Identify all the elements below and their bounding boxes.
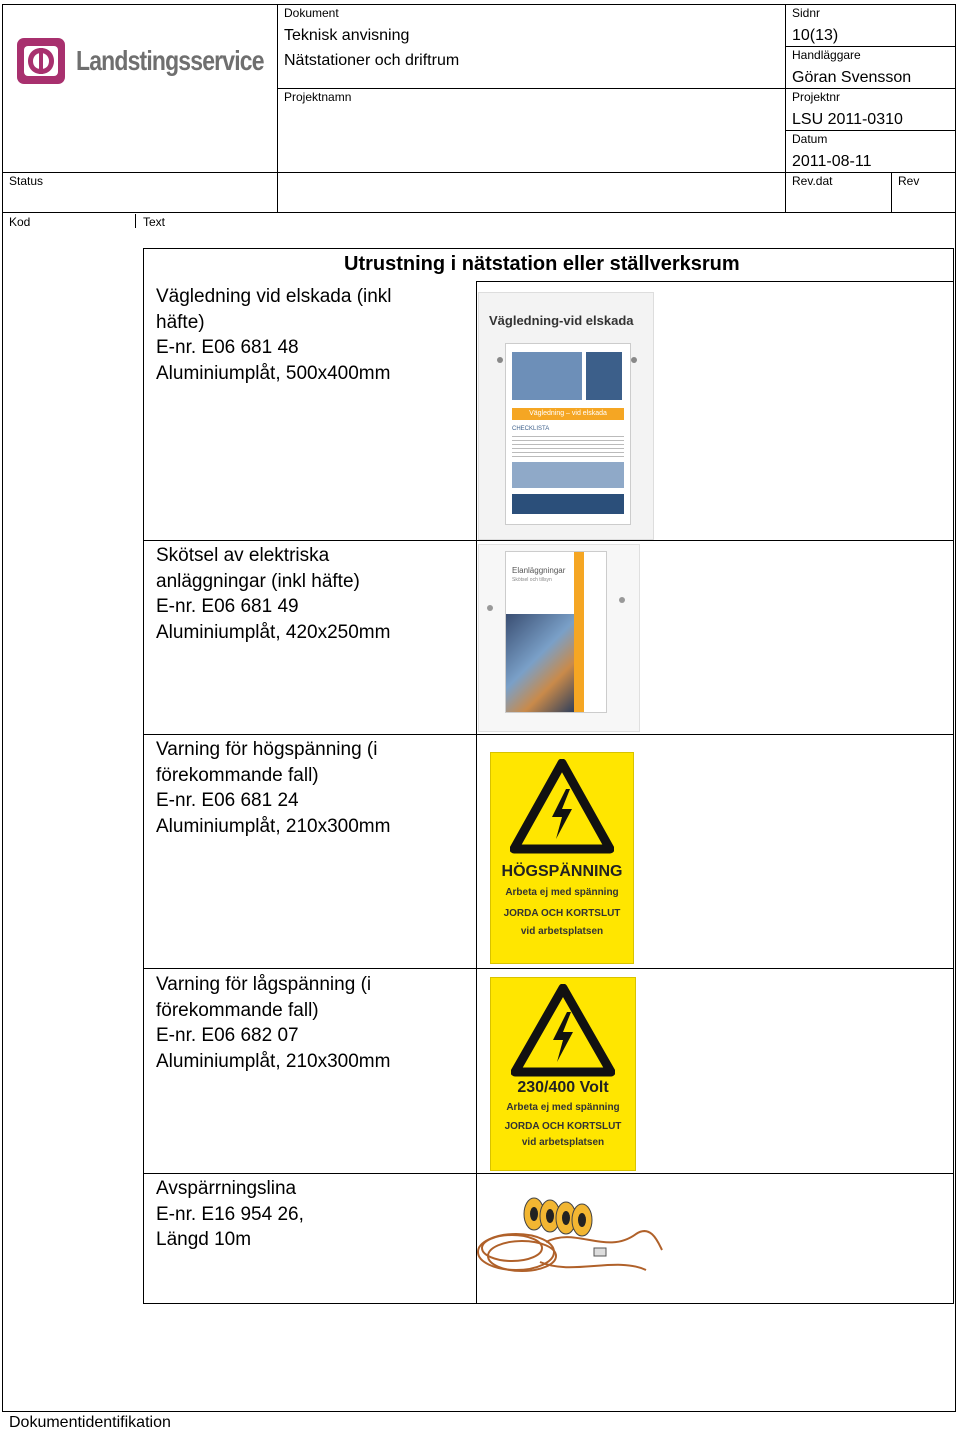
header-divider-2 [785, 4, 786, 212]
dokument-line1: Teknisk anvisning [284, 27, 410, 44]
sign-line-1: Arbeta ej med spänning [506, 1102, 620, 1113]
row-5-line: E-nr. E16 954 26, [156, 1203, 304, 1225]
row-2-line: Aluminiumplåt, 420x250mm [156, 621, 391, 643]
row-1-line: häfte) [156, 311, 205, 333]
row-rule-4 [143, 1173, 954, 1174]
booklet-photo [512, 352, 582, 400]
row-4-description [156, 972, 466, 1074]
sign-heading: 230/400 Volt [517, 1079, 609, 1096]
booklet-label-bar: Vägledning – vid elskada [512, 408, 624, 420]
row-5-line: Avspärrningslina [156, 1178, 297, 1199]
dokument-line2: Nätstationer och driftrum [284, 52, 460, 69]
datum-value: 2011-08-11 [792, 153, 872, 170]
header-rule-status [2, 172, 956, 173]
row-3-line: förekommande fall) [156, 764, 319, 786]
sidnr-value: 10(13) [792, 27, 839, 44]
projektnr-value: LSU 2011-0310 [792, 111, 903, 128]
row-4-line: Aluminiumplåt, 210x300mm [156, 1050, 391, 1072]
high-voltage-warning-icon [510, 759, 614, 855]
skotsel-booklet-title: Elanläggningar [512, 566, 566, 575]
header-rule-projektnr [785, 130, 955, 131]
table-left-border [143, 248, 144, 1303]
sidnr-label: Sidnr [792, 6, 821, 20]
booklet-portrait-image [506, 614, 574, 712]
mount-screw-icon [619, 597, 625, 603]
hogspanning-sign [490, 752, 634, 964]
row-2-line: E-nr. E06 681 49 [156, 596, 299, 617]
booklet-footer-box [512, 494, 624, 514]
page-right-border [955, 4, 956, 1412]
table-right-border [953, 248, 954, 1303]
row-2-line: Skötsel av elektriska [156, 545, 330, 566]
booklet-photo-strip [512, 462, 624, 488]
skotsel-booklet [505, 551, 607, 713]
row-2-line: anläggningar (inkl häfte) [156, 570, 360, 592]
row-2-description [156, 543, 466, 645]
sign-line-2: JORDA OCH KORTSLUT [503, 908, 621, 919]
page-left-border [2, 4, 3, 1412]
revdat-label: Rev.dat [792, 174, 833, 188]
lagspanning-sign [490, 977, 636, 1171]
table-bottom-border [143, 1303, 954, 1304]
company-name: Landstingsservice [76, 45, 264, 76]
sign-heading: HÖGSPÄNNING [501, 863, 623, 880]
table-top-border [143, 248, 954, 249]
footer-rule [2, 1411, 956, 1412]
row-5-description [156, 1176, 466, 1253]
row-rule-1 [143, 540, 954, 541]
sign-line-3: vid arbetsplatsen [521, 1137, 605, 1148]
handlaggare-label: Handläggare [792, 48, 861, 62]
row-4-line: E-nr. E06 682 07 [156, 1025, 299, 1046]
row-3-line: E-nr. E06 681 24 [156, 790, 299, 811]
row-rule-2 [143, 734, 954, 735]
row-1-line: E-nr. E06 681 48 [156, 337, 299, 358]
table-column-divider [476, 281, 477, 1303]
row-1-line: Aluminiumplåt, 500x400mm [156, 362, 391, 384]
company-logo [16, 36, 266, 88]
document-identification-label: Dokumentidentifikation [9, 1414, 171, 1431]
skotsel-sign-image [478, 544, 640, 732]
booklet-orange-band [574, 552, 584, 712]
dokument-label: Dokument [284, 6, 339, 20]
row-3-line: Varning för högspänning (i [156, 739, 378, 760]
low-voltage-warning-icon [511, 984, 615, 1078]
booklet-subheading: CHECKLISTA [512, 426, 550, 432]
header-bottom-border [2, 212, 956, 213]
row-4-line: Varning för lågspänning (i [156, 974, 372, 995]
kod-label: Kod [9, 215, 31, 229]
sign-line-1: Arbeta ej med spänning [505, 887, 619, 898]
sign-line-2: JORDA OCH KORTSLUT [504, 1121, 622, 1132]
row-1-description [156, 284, 466, 386]
status-label: Status [9, 174, 44, 188]
header-rule-sidnr [785, 46, 955, 47]
row-rule-3 [143, 968, 954, 969]
vagledning-sign-title: Vägledning-vid elskada [489, 313, 634, 328]
sign-line-3: vid arbetsplatsen [520, 926, 604, 937]
mount-screw-icon [631, 357, 637, 363]
row-3-description [156, 737, 466, 839]
header-rule-projektnamn [277, 88, 955, 89]
projektnamn-label: Projektnamn [284, 90, 352, 104]
row-3-line: Aluminiumplåt, 210x300mm [156, 815, 391, 837]
header-divider-1 [277, 4, 278, 212]
row-5-line: Längd 10m [156, 1229, 252, 1250]
datum-label: Datum [792, 132, 828, 146]
row-4-line: förekommande fall) [156, 999, 319, 1021]
barrier-rope-image [476, 1186, 666, 1286]
header-divider-3 [891, 172, 892, 212]
projektnr-label: Projektnr [792, 90, 841, 104]
row-1-line: Vägledning vid elskada (inkl [156, 286, 392, 307]
table-title: Utrustning i nätstation eller ställverksrum [344, 253, 740, 275]
vagledning-booklet [505, 343, 631, 525]
booklet-info-box [586, 352, 622, 400]
skotsel-booklet-subtitle: Skötsel och tillsyn [512, 577, 552, 583]
handlaggare-value: Göran Svensson [792, 69, 912, 86]
rev-label: Rev [898, 174, 920, 188]
header-top-border [2, 4, 956, 5]
vagledning-sign-image [478, 292, 654, 540]
table-title-rule [476, 281, 954, 282]
text-label: Text [143, 215, 166, 229]
booklet-text-lines [512, 436, 624, 458]
mount-screw-icon [487, 605, 493, 611]
kod-text-divider [135, 214, 136, 228]
mount-screw-icon [497, 357, 503, 363]
